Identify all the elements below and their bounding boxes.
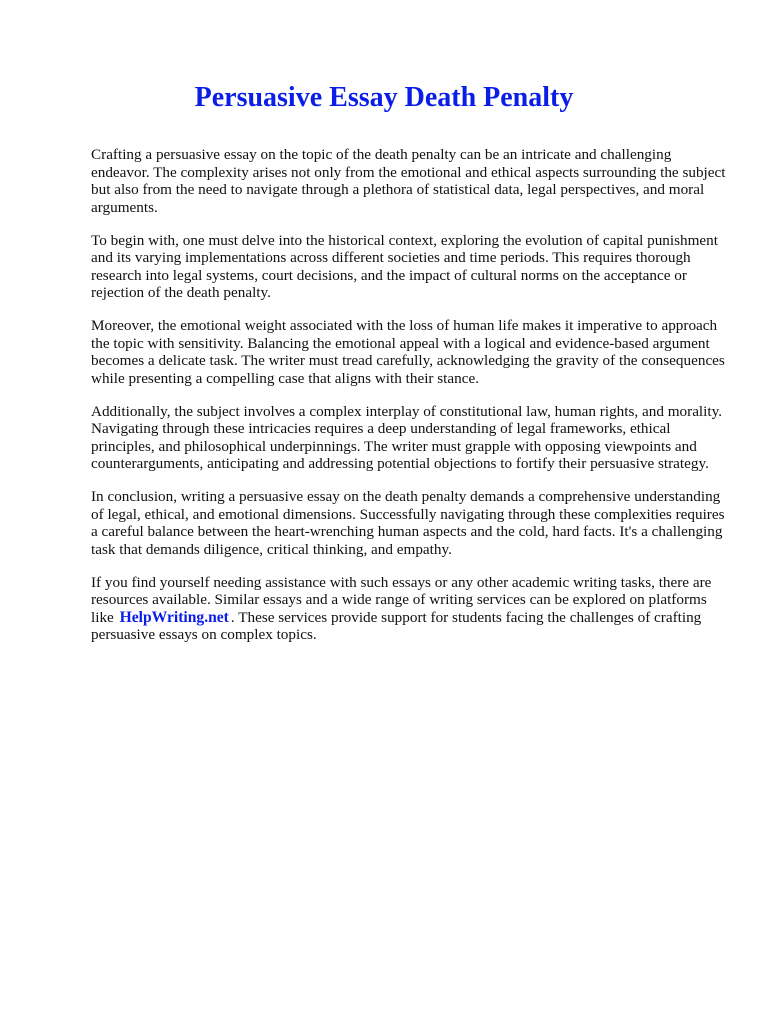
paragraph-conclusion: In conclusion, writing a persuasive essay on the death penalty demands a comprehensive understanding of legal, ethical, and emotional dimensions. Successfully navigating through these complexities requires a careful balance between the heart-wrenching human aspects and the cold, hard facts. It's a challenging task that demands diligence, critical thinking, and empathy.	[91, 488, 725, 558]
paragraph-legal-complexity: Additionally, the subject involves a complex interplay of constitutional law, human rights, and morality. Navigating through these intricacies requires a deep understanding of legal frameworks, ethical principles, and philosophical underpinnings. The writer must grapple with opposing viewpoints and counterarguments, anticipating and addressing potential objections to fortify their persuasive strategy.	[91, 402, 722, 472]
paragraph-resources	[91, 574, 731, 644]
helpwriting-link[interactable]: HelpWriting.net	[119, 608, 229, 626]
paragraph-emotional-weight: Moreover, the emotional weight associated with the loss of human life makes it imperative to approach the topic with sensitivity. Balancing the emotional appeal with a logical and evidence-based argument becomes a delicate task. The writer must tread carefully, acknowledging the gravity of the consequences while presenting a compelling case that aligns with their stance.	[91, 317, 725, 387]
page-title: Persuasive Essay Death Penalty	[194, 82, 574, 113]
essay-body	[91, 146, 731, 659]
resources-text-before-link: If you find yourself needing assistance with such essays or any other academic writing tasks, there are resources available. Similar essays and a wide range of writing services can be explored on platforms like	[91, 573, 712, 626]
paragraph-intro: Crafting a persuasive essay on the topic of the death penalty can be an intricate and challenging endeavor. The complexity arises not only from the emotional and ethical aspects surrounding the subject but also from the need to navigate through a plethora of statistical data, legal perspectives, and moral arguments.	[91, 146, 726, 216]
paragraph-historical-context: To begin with, one must delve into the historical context, exploring the evolution of capital punishment and its varying implementations across different societies and time periods. This requires thorough research into legal systems, court decisions, and the impact of cultural norms on the acceptance or rejection of the death penalty.	[91, 231, 718, 301]
resources-text-after-link: . These services provide support for students facing the challenges of crafting persuasive essays on complex topics.	[91, 608, 702, 643]
